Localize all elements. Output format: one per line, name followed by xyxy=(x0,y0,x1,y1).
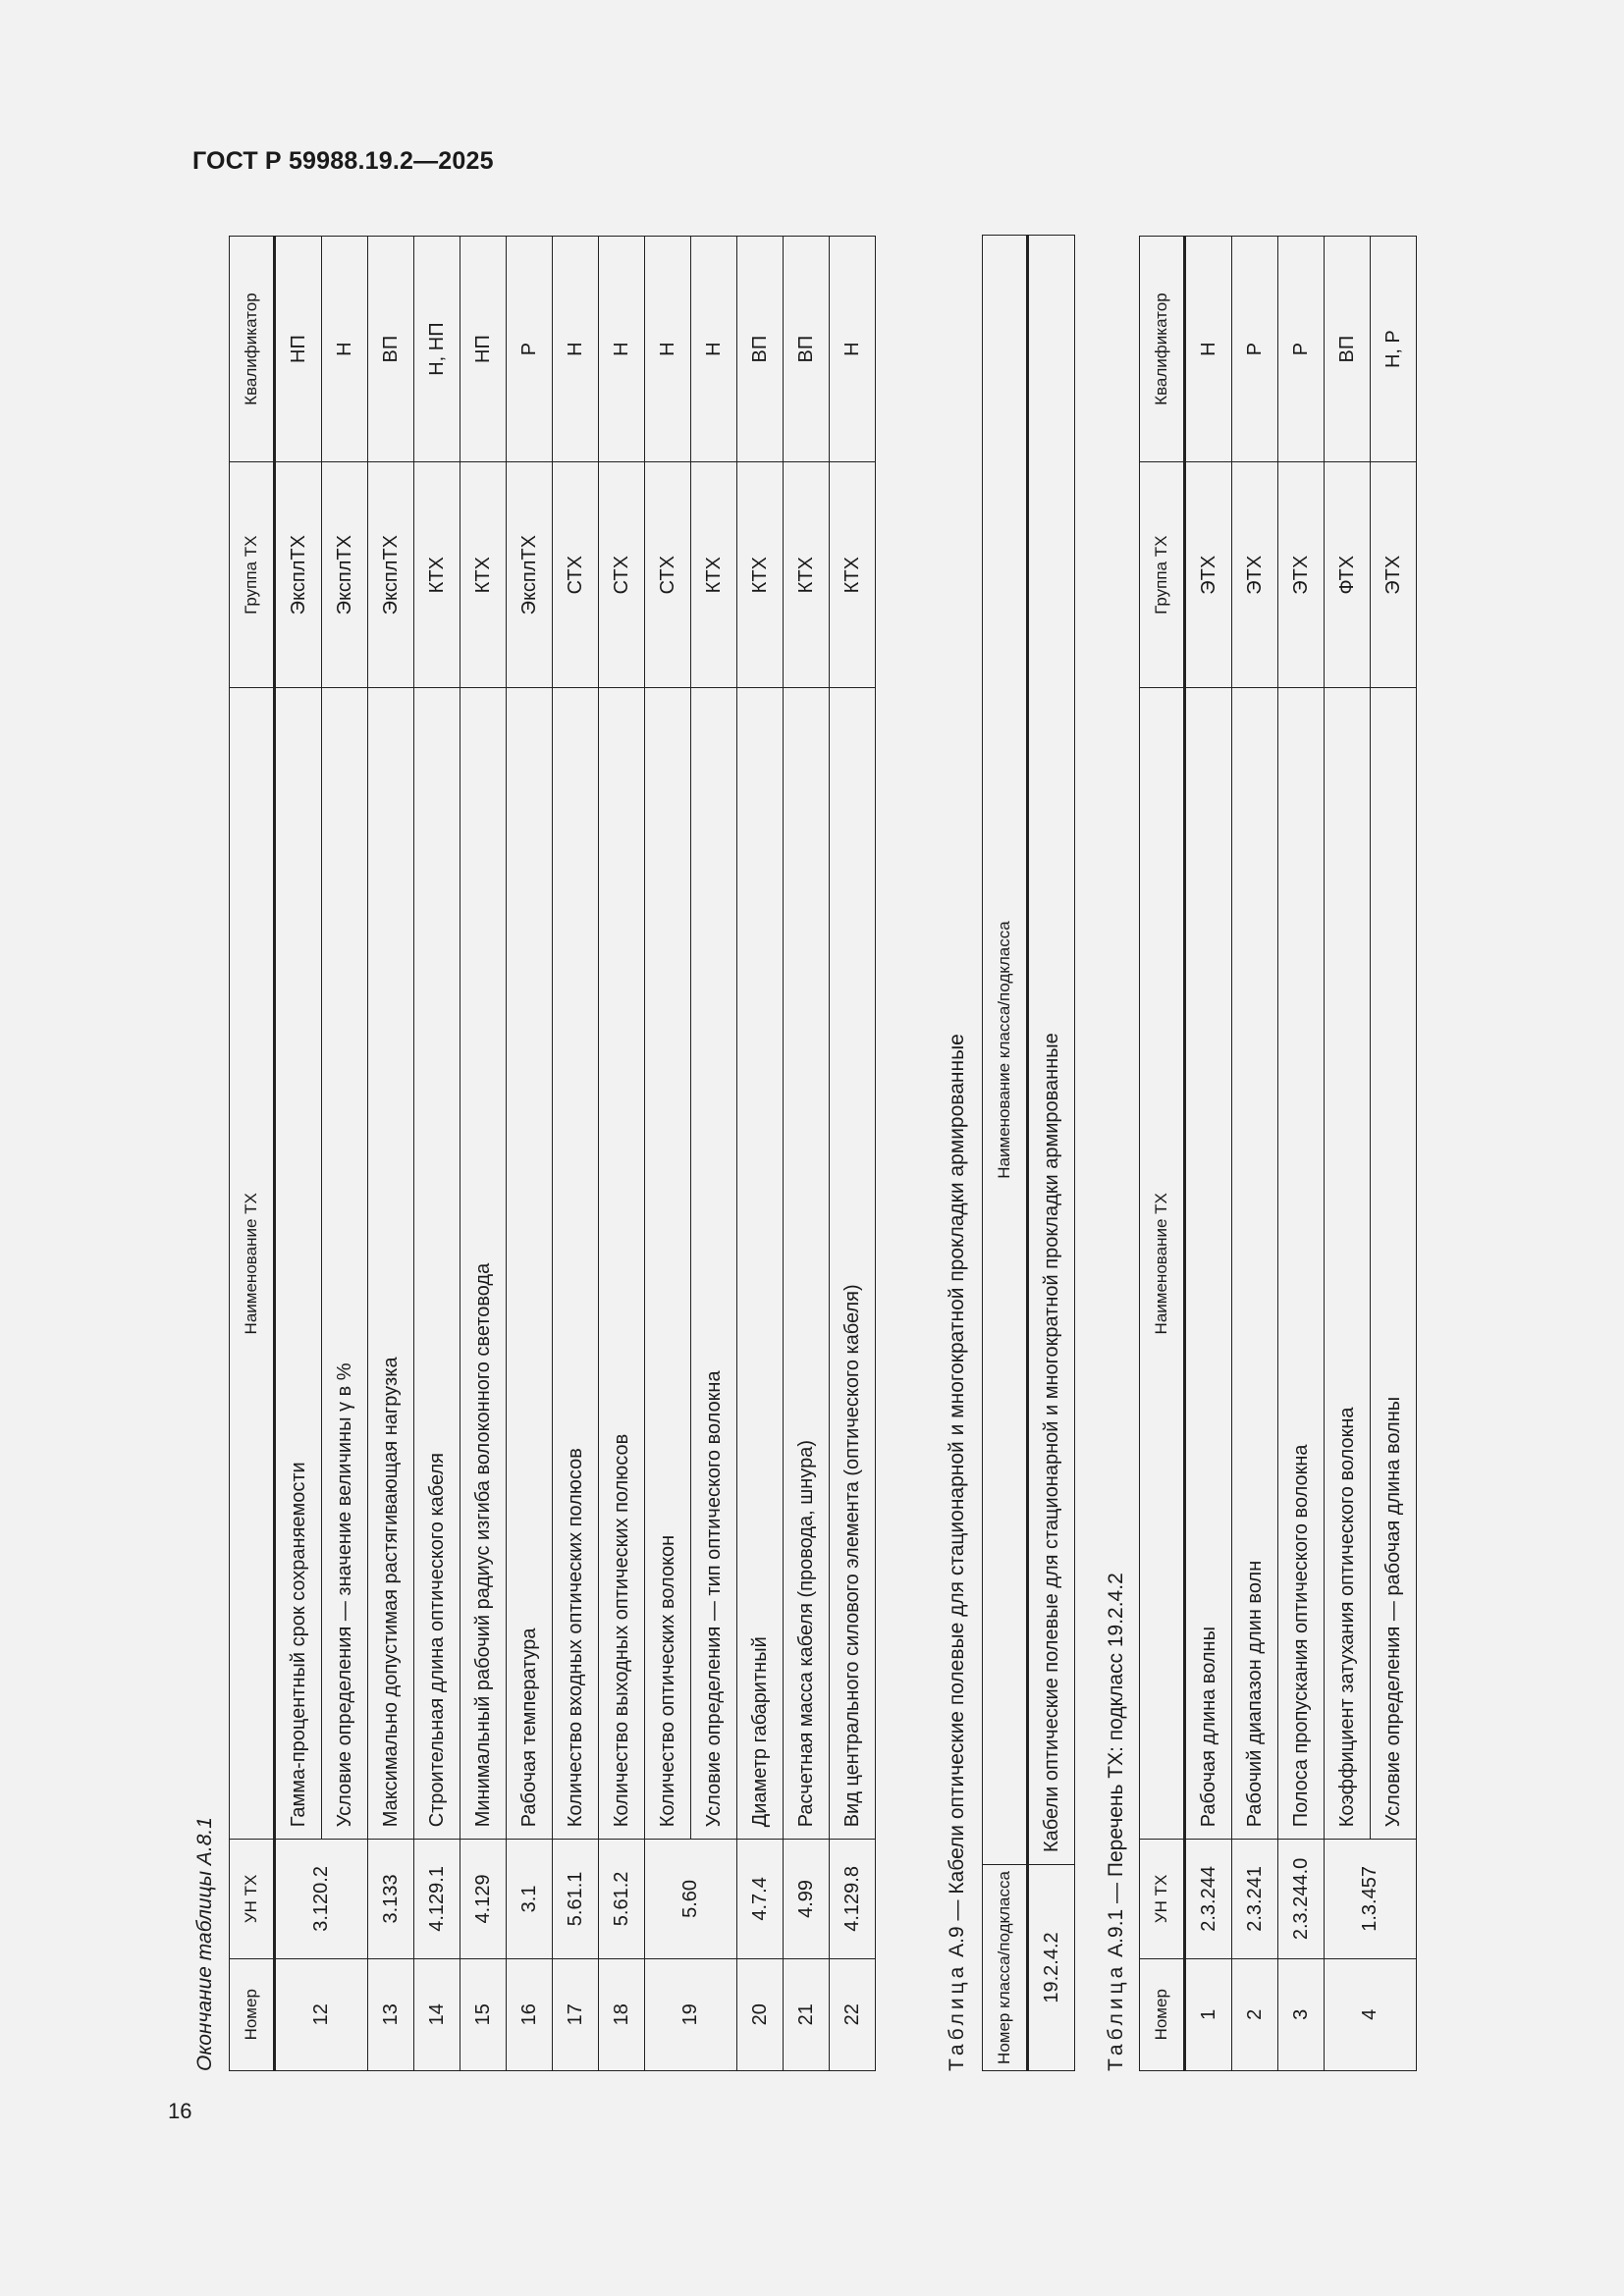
column-header-group: Группа ТХ xyxy=(1140,462,1185,688)
cell-number: 12 xyxy=(275,1958,368,2070)
cell-number: 15 xyxy=(460,1958,507,2070)
cell-group: КТХ xyxy=(830,462,876,688)
cell-number: 17 xyxy=(553,1958,599,2070)
table-a9-caption xyxy=(946,1034,969,2071)
table-row xyxy=(368,237,414,2071)
cell-group: ЭТХ xyxy=(1371,462,1417,688)
table-row xyxy=(737,237,784,2071)
table-row xyxy=(1371,237,1417,2071)
cell-group: КТХ xyxy=(784,462,830,688)
caption-text: А.9.1 — Перечень ТХ: подкласс 19.2.4.2 xyxy=(1105,1573,1127,1963)
cell-group: СТХ xyxy=(599,462,645,688)
cell-name: Расчетная масса кабеля (провода, шнура) xyxy=(784,688,830,1840)
cell-number: 22 xyxy=(830,1958,876,2070)
cell-qualifier: ВП xyxy=(368,237,414,462)
cell-group: ЭксплТХ xyxy=(322,462,368,688)
column-header-qualifier: Квалификатор xyxy=(1140,237,1185,462)
cell-number: 21 xyxy=(784,1958,830,2070)
cell-name: Коэффициент затухания оптического волокна xyxy=(1325,688,1371,1840)
cell-name: Условие определения — тип оптического волокна xyxy=(691,688,737,1840)
cell-code: 2.3.241 xyxy=(1232,1840,1278,1958)
cell-name: Максимально допустимая растягивающая нагрузка xyxy=(368,688,414,1840)
cell-name: Рабочая температура xyxy=(507,688,553,1840)
column-header-number: Номер xyxy=(1140,1958,1185,2070)
cell-qualifier: НП xyxy=(460,237,507,462)
cell-number: 14 xyxy=(414,1958,460,2070)
table-row xyxy=(275,237,322,2071)
column-header-name: Наименование ТХ xyxy=(1140,688,1185,1840)
cell-group: ФТХ xyxy=(1325,462,1371,688)
caption-prefix: Таблица xyxy=(1105,1962,1127,2071)
column-header-class-number: Номер класса/подкласса xyxy=(983,1865,1028,2071)
cell-group: КТХ xyxy=(737,462,784,688)
cell-name: Строительная длина оптического кабеля xyxy=(414,688,460,1840)
cell-qualifier: Н xyxy=(322,237,368,462)
cell-group: КТХ xyxy=(460,462,507,688)
cell-group: ЭксплТХ xyxy=(507,462,553,688)
cell-name: Количество оптических волокон xyxy=(645,688,691,1840)
document-header: ГОСТ Р 59988.19.2—2025 xyxy=(192,147,494,175)
cell-name: Минимальный рабочий радиус изгиба волоконного световода xyxy=(460,688,507,1840)
table-a9-1-caption xyxy=(1105,1573,1128,2071)
cell-name: Вид центрального силового элемента (оптического кабеля) xyxy=(830,688,876,1840)
cell-number: 13 xyxy=(368,1958,414,2070)
cell-qualifier: ВП xyxy=(1325,237,1371,462)
cell-code: 4.99 xyxy=(784,1840,830,1958)
cell-number: 3 xyxy=(1278,1958,1325,2070)
cell-group: ЭксплТХ xyxy=(368,462,414,688)
cell-group: ЭТХ xyxy=(1278,462,1325,688)
table-row xyxy=(599,237,645,2071)
column-header-code: УН ТХ xyxy=(230,1840,275,1958)
cell-qualifier: ВП xyxy=(737,237,784,462)
table-header-row xyxy=(983,236,1028,2071)
cell-code: 3.120.2 xyxy=(275,1840,368,1958)
table-a9-1 xyxy=(1139,236,1417,2071)
table-row xyxy=(507,237,553,2071)
table-row xyxy=(553,237,599,2071)
cell-class-name: Кабели оптические полевые для стационарной и многократной прокладки армированные xyxy=(1028,236,1075,1865)
cell-number: 4 xyxy=(1325,1958,1417,2070)
table-continuation-label: Окончание таблицы А.8.1 xyxy=(193,1817,216,2071)
table-row xyxy=(460,237,507,2071)
cell-qualifier: Р xyxy=(1278,237,1325,462)
table-row xyxy=(1185,237,1232,2071)
cell-qualifier: Н, НП xyxy=(414,237,460,462)
rotated-page-content xyxy=(168,206,1458,2123)
cell-code: 4.7.4 xyxy=(737,1840,784,1958)
cell-qualifier: Н xyxy=(1185,237,1232,462)
cell-number: 20 xyxy=(737,1958,784,2070)
cell-qualifier: Р xyxy=(507,237,553,462)
cell-number: 2 xyxy=(1232,1958,1278,2070)
cell-group: СТХ xyxy=(645,462,691,688)
column-header-code: УН ТХ xyxy=(1140,1840,1185,1958)
cell-name: Гамма-процентный срок сохраняемости xyxy=(275,688,322,1840)
table-row xyxy=(1278,237,1325,2071)
table-row xyxy=(1325,237,1371,2071)
cell-qualifier: Н xyxy=(553,237,599,462)
cell-qualifier: Р xyxy=(1232,237,1278,462)
cell-qualifier: Н xyxy=(645,237,691,462)
cell-name: Количество выходных оптических полюсов xyxy=(599,688,645,1840)
table-row xyxy=(691,237,737,2071)
cell-qualifier: Н, Р xyxy=(1371,237,1417,462)
cell-number: 1 xyxy=(1185,1958,1232,2070)
cell-qualifier: Н xyxy=(691,237,737,462)
column-header-name: Наименование ТХ xyxy=(230,688,275,1840)
table-header-row xyxy=(1140,237,1185,2071)
column-header-class-name: Наименование класса/подкласса xyxy=(983,236,1028,1865)
cell-name: Количество входных оптических полюсов xyxy=(553,688,599,1840)
table-a8-1 xyxy=(229,236,876,2071)
table-row xyxy=(414,237,460,2071)
cell-qualifier: НП xyxy=(275,237,322,462)
cell-name: Рабочая длина волны xyxy=(1185,688,1232,1840)
cell-number: 18 xyxy=(599,1958,645,2070)
cell-code: 2.3.244 xyxy=(1185,1840,1232,1958)
cell-name: Полоса пропускания оптического волокна xyxy=(1278,688,1325,1840)
cell-group: ЭТХ xyxy=(1185,462,1232,688)
cell-code: 3.1 xyxy=(507,1840,553,1958)
column-header-group: Группа ТХ xyxy=(230,462,275,688)
cell-group: ЭксплТХ xyxy=(275,462,322,688)
table-row xyxy=(1232,237,1278,2071)
cell-code: 1.3.457 xyxy=(1325,1840,1417,1958)
table-row xyxy=(322,237,368,2071)
cell-name: Диаметр габаритный xyxy=(737,688,784,1840)
cell-qualifier: Н xyxy=(599,237,645,462)
table-row xyxy=(830,237,876,2071)
table-row xyxy=(645,237,691,2071)
cell-name: Условие определения — значение величины γ в % xyxy=(322,688,368,1840)
cell-number: 19 xyxy=(645,1958,737,2070)
cell-code: 4.129.8 xyxy=(830,1840,876,1958)
cell-group: КТХ xyxy=(414,462,460,688)
cell-group: КТХ xyxy=(691,462,737,688)
caption-text: А.9 — Кабели оптические полевые для стационарной и многократной прокладки армированные xyxy=(946,1034,968,1963)
cell-code: 3.133 xyxy=(368,1840,414,1958)
cell-group: ЭТХ xyxy=(1232,462,1278,688)
cell-qualifier: Н xyxy=(830,237,876,462)
table-row xyxy=(1028,236,1075,2071)
cell-group: СТХ xyxy=(553,462,599,688)
cell-number: 16 xyxy=(507,1958,553,2070)
table-a9 xyxy=(982,235,1075,2071)
table-row xyxy=(784,237,830,2071)
table-header-row xyxy=(230,237,275,2071)
caption-prefix: Таблица xyxy=(946,1962,968,2071)
column-header-number: Номер xyxy=(230,1958,275,2070)
cell-qualifier: ВП xyxy=(784,237,830,462)
cell-code: 4.129.1 xyxy=(414,1840,460,1958)
cell-class-number: 19.2.4.2 xyxy=(1028,1865,1075,2071)
cell-name: Рабочий диапазон длин волн xyxy=(1232,688,1278,1840)
column-header-qualifier: Квалификатор xyxy=(230,237,275,462)
cell-code: 5.61.2 xyxy=(599,1840,645,1958)
cell-code: 4.129 xyxy=(460,1840,507,1958)
cell-code: 2.3.244.0 xyxy=(1278,1840,1325,1958)
page-number: 16 xyxy=(168,2099,192,2123)
cell-code: 5.60 xyxy=(645,1840,737,1958)
cell-code: 5.61.1 xyxy=(553,1840,599,1958)
cell-name: Условие определения — рабочая длина волны xyxy=(1371,688,1417,1840)
